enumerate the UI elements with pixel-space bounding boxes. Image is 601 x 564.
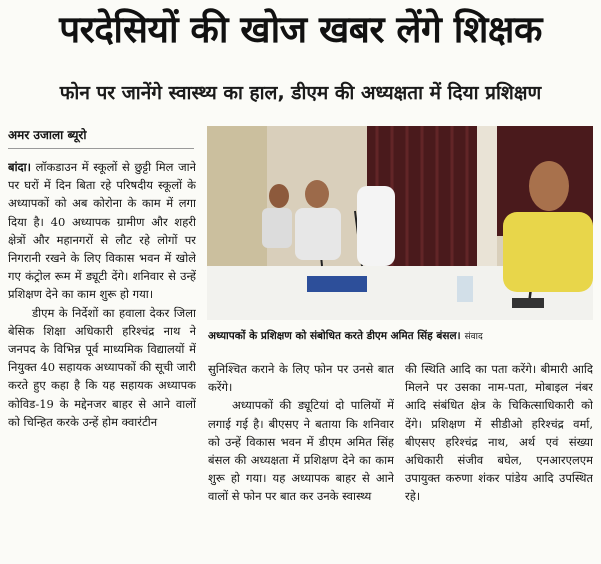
article-paragraph-3: सुनिश्चित कराने के लिए फोन पर उनसे बात करेंगे।	[208, 362, 394, 395]
byline-divider	[8, 148, 194, 149]
meeting-photo-illustration	[207, 126, 593, 320]
photo-caption-text: अध्यापकों के प्रशिक्षण को संबोधित करते डीएम अमित सिंह बंसल।	[208, 330, 461, 342]
article-column-1	[8, 158, 196, 558]
paragraph-1-text: लॉकडाउन में स्कूलों से छुट्टी मिल जाने पर घरों में दिन बिता रहे परिषदीय स्कूलों के अध्यापकों को अब कोरोना के काम में लगा दिया है। 40 अध्यापक ग्रामीण और शहरी क्षेत्रों और महानगरों से लौट रहे लोगों पर निगरानी रखने के लिए विकास भवन में खोले गए कंट्रोल रूम में ड्यूटी देंगे। शनिवार से उन्हें प्रशिक्षण देने का काम शुरू हो गया।	[8, 160, 196, 302]
article-paragraph-2: डीएम के निर्देशों का हवाला देकर जिला बेसिक शिक्षा अधिकारी हरिश्चंद्र नाथ ने जनपद के विभिन्न पूर्व माध्यमिक विद्यालयों में नियुक्त 40 सहायक अध्यापकों की सूची जारी करते हुए कहा है कि यह सहायक अध्यापक कोविड-19 के मद्देनजर बाहर से आने वालों को चिन्हित करके उन्हें होम क्वारंटीन	[8, 305, 196, 429]
photo-credit: संवाद	[464, 332, 483, 342]
article-paragraph-5: की स्थिति आदि का पता करेंगे। बीमारी आदि मिलने पर उसका नाम-पता, मोबाइल नंबर आदि संबंधित क्षेत्र के चिकित्साधिकारी को देंगे। प्रशिक्षण में सीडीओ हरिश्चंद्र वर्मा, बीएसए हरिश्चंद्र नाथ, अर्थ एवं संख्या अधिकारी संजीव बघेल, एनआरएलएम उपायुक्त करुणा शंकर पांडेय आदि उपस्थित रहे।	[405, 362, 593, 504]
article-column-3	[405, 360, 593, 560]
news-photo	[207, 126, 593, 320]
article-paragraph-4: अध्यापकों की ड्यूटियां दो पालियों में लगाई गई है। बीएसए ने बताया कि शनिवार को उन्हें विकास भवन में डीएम अमित सिंह बंसल की अध्यक्षता में प्रशिक्षण देने का काम शुरू हो गया। यह अध्यापक बाहर से आने वालों से फोन पर बात कर उनके स्वास्थ्य	[208, 398, 394, 504]
headline: परदेसियों की खोज खबर लेंगे शिक्षक	[59, 8, 542, 51]
byline: अमर उजाला ब्यूरो	[8, 128, 87, 142]
dateline: बांदा।	[8, 160, 31, 174]
article-paragraph-1	[8, 158, 196, 304]
article-column-2	[208, 360, 394, 560]
subheadline: फोन पर जानेंगे स्वास्थ्य का हाल, डीएम की अध्यक्षता में दिया प्रशिक्षण	[59, 82, 542, 104]
photo-caption	[208, 328, 594, 345]
